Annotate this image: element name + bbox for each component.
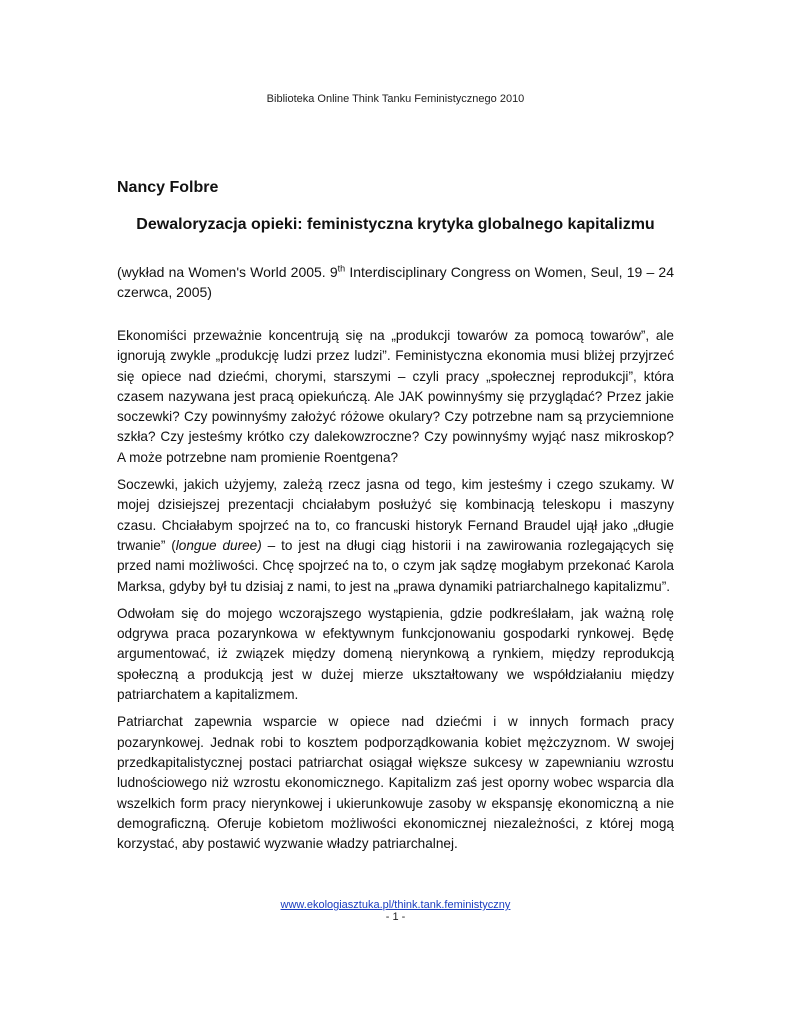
- paragraph-2-italic: longue duree): [175, 537, 262, 553]
- footer-link[interactable]: www.ekologiasztuka.pl/think.tank.feministyczny: [280, 899, 511, 911]
- paragraph-1: Ekonomiści przeważnie koncentrują się na „produkcji towarów za pomocą towarów”, ale ignorują zwykle „produkcję ludzi przez ludzi”. Feministyczna ekonomia musi bliżej przyjrzeć się opiece nad dziećmi, chorymi, starszymi – czyli pracy „społecznej reprodukcji”, która czasem nazywana jest pracą opiekuńczą. Ale JAK powinnyśmy się przyglądać? Przez jakie soczewki? Czy powinnyśmy założyć różowe okulary? Czy potrzebne nam są przyciemnione szkła? Czy jesteśmy krótko czy dalekowzroczne? Czy powinnyśmy wyjąć nasz mikroskop? A może potrzebne nam promienie Roentgena?: [117, 328, 674, 465]
- paragraph-4: Patriarchat zapewnia wsparcie w opiece nad dziećmi i w innych formach pracy pozarynkowej. Jednak robi to kosztem podporządkowania kobiet mężczyznom. W swojej przedkapitalistycznej postaci patriarchat osiągał większe sukcesy w zapewnianiu wzrostu ludnościowego niż wzrostu ekonomicznego. Kapitalizm zaś jest oporny wobec wsparcia dla wszelkich form pracy nierynkowej i ukierunkowuje zasoby w ekspansję ekonomiczną a nie demograficzną. Oferuje kobietom możliwości ekonomicznej niezależności, z której mogą korzystać, aby postawić wyzwanie władzy patriarchalnej.: [117, 714, 674, 852]
- lecture-info: [117, 262, 674, 302]
- page-header: Biblioteka Online Think Tanku Feministycznego 2010: [266, 93, 525, 105]
- author-name: Nancy Folbre: [117, 179, 219, 196]
- body-text: [117, 326, 674, 861]
- lecture-info-end: Interdisciplinary Congress on Women, Seul, 19 – 24 czerwca, 2005): [117, 264, 674, 300]
- paragraph-3: Odwołam się do mojego wczorajszego wystąpienia, gdzie podkreślałam, jak ważną rolę odgrywa praca pozarynkowa w efektywnym funkcjonowaniu gospodarki rynkowej. Będę argumentować, iż związek między domeną nierynkową a rynkiem, między reprodukcją społeczną a produkcją jest w dużej mierze ukształtowany we współdziałaniu między patriarchatem a kapitalizmem.: [117, 605, 674, 703]
- paragraph-2: [117, 475, 674, 597]
- document-title: Dewaloryzacja opieki: feministyczna krytyka globalnego kapitalizmu: [136, 216, 655, 233]
- page-footer: [0, 899, 791, 923]
- page-number: - 1 -: [385, 911, 406, 923]
- paragraph-2-start: Soczewki, jakich użyjemy, zależą rzecz jasna od tego, kim jesteśmy i czego szukamy. W mojej dzisiejszej prezentacji chciałabym posłużyć się kombinacją teleskopu i maszyny czasu. Chciałabym spojrzeć na to, co francuski historyk Fernand Braudel ujął jako „długie trwanie” (: [117, 477, 674, 553]
- paragraph-2-end: – to jest na długi ciąg historii i na zawirowania rozlegających się przed nami możliwości. Chcę spojrzeć na to, o czym jak sądzę mogłabym przekonać Karola Marksa, gdyby był tu dzisiaj z nami, to jest na „prawa dynamiki patriarchalnego kapitalizmu”.: [117, 537, 674, 594]
- lecture-info-superscript: th: [337, 263, 346, 274]
- lecture-info-start: (wykład na Women's World 2005. 9: [117, 264, 338, 280]
